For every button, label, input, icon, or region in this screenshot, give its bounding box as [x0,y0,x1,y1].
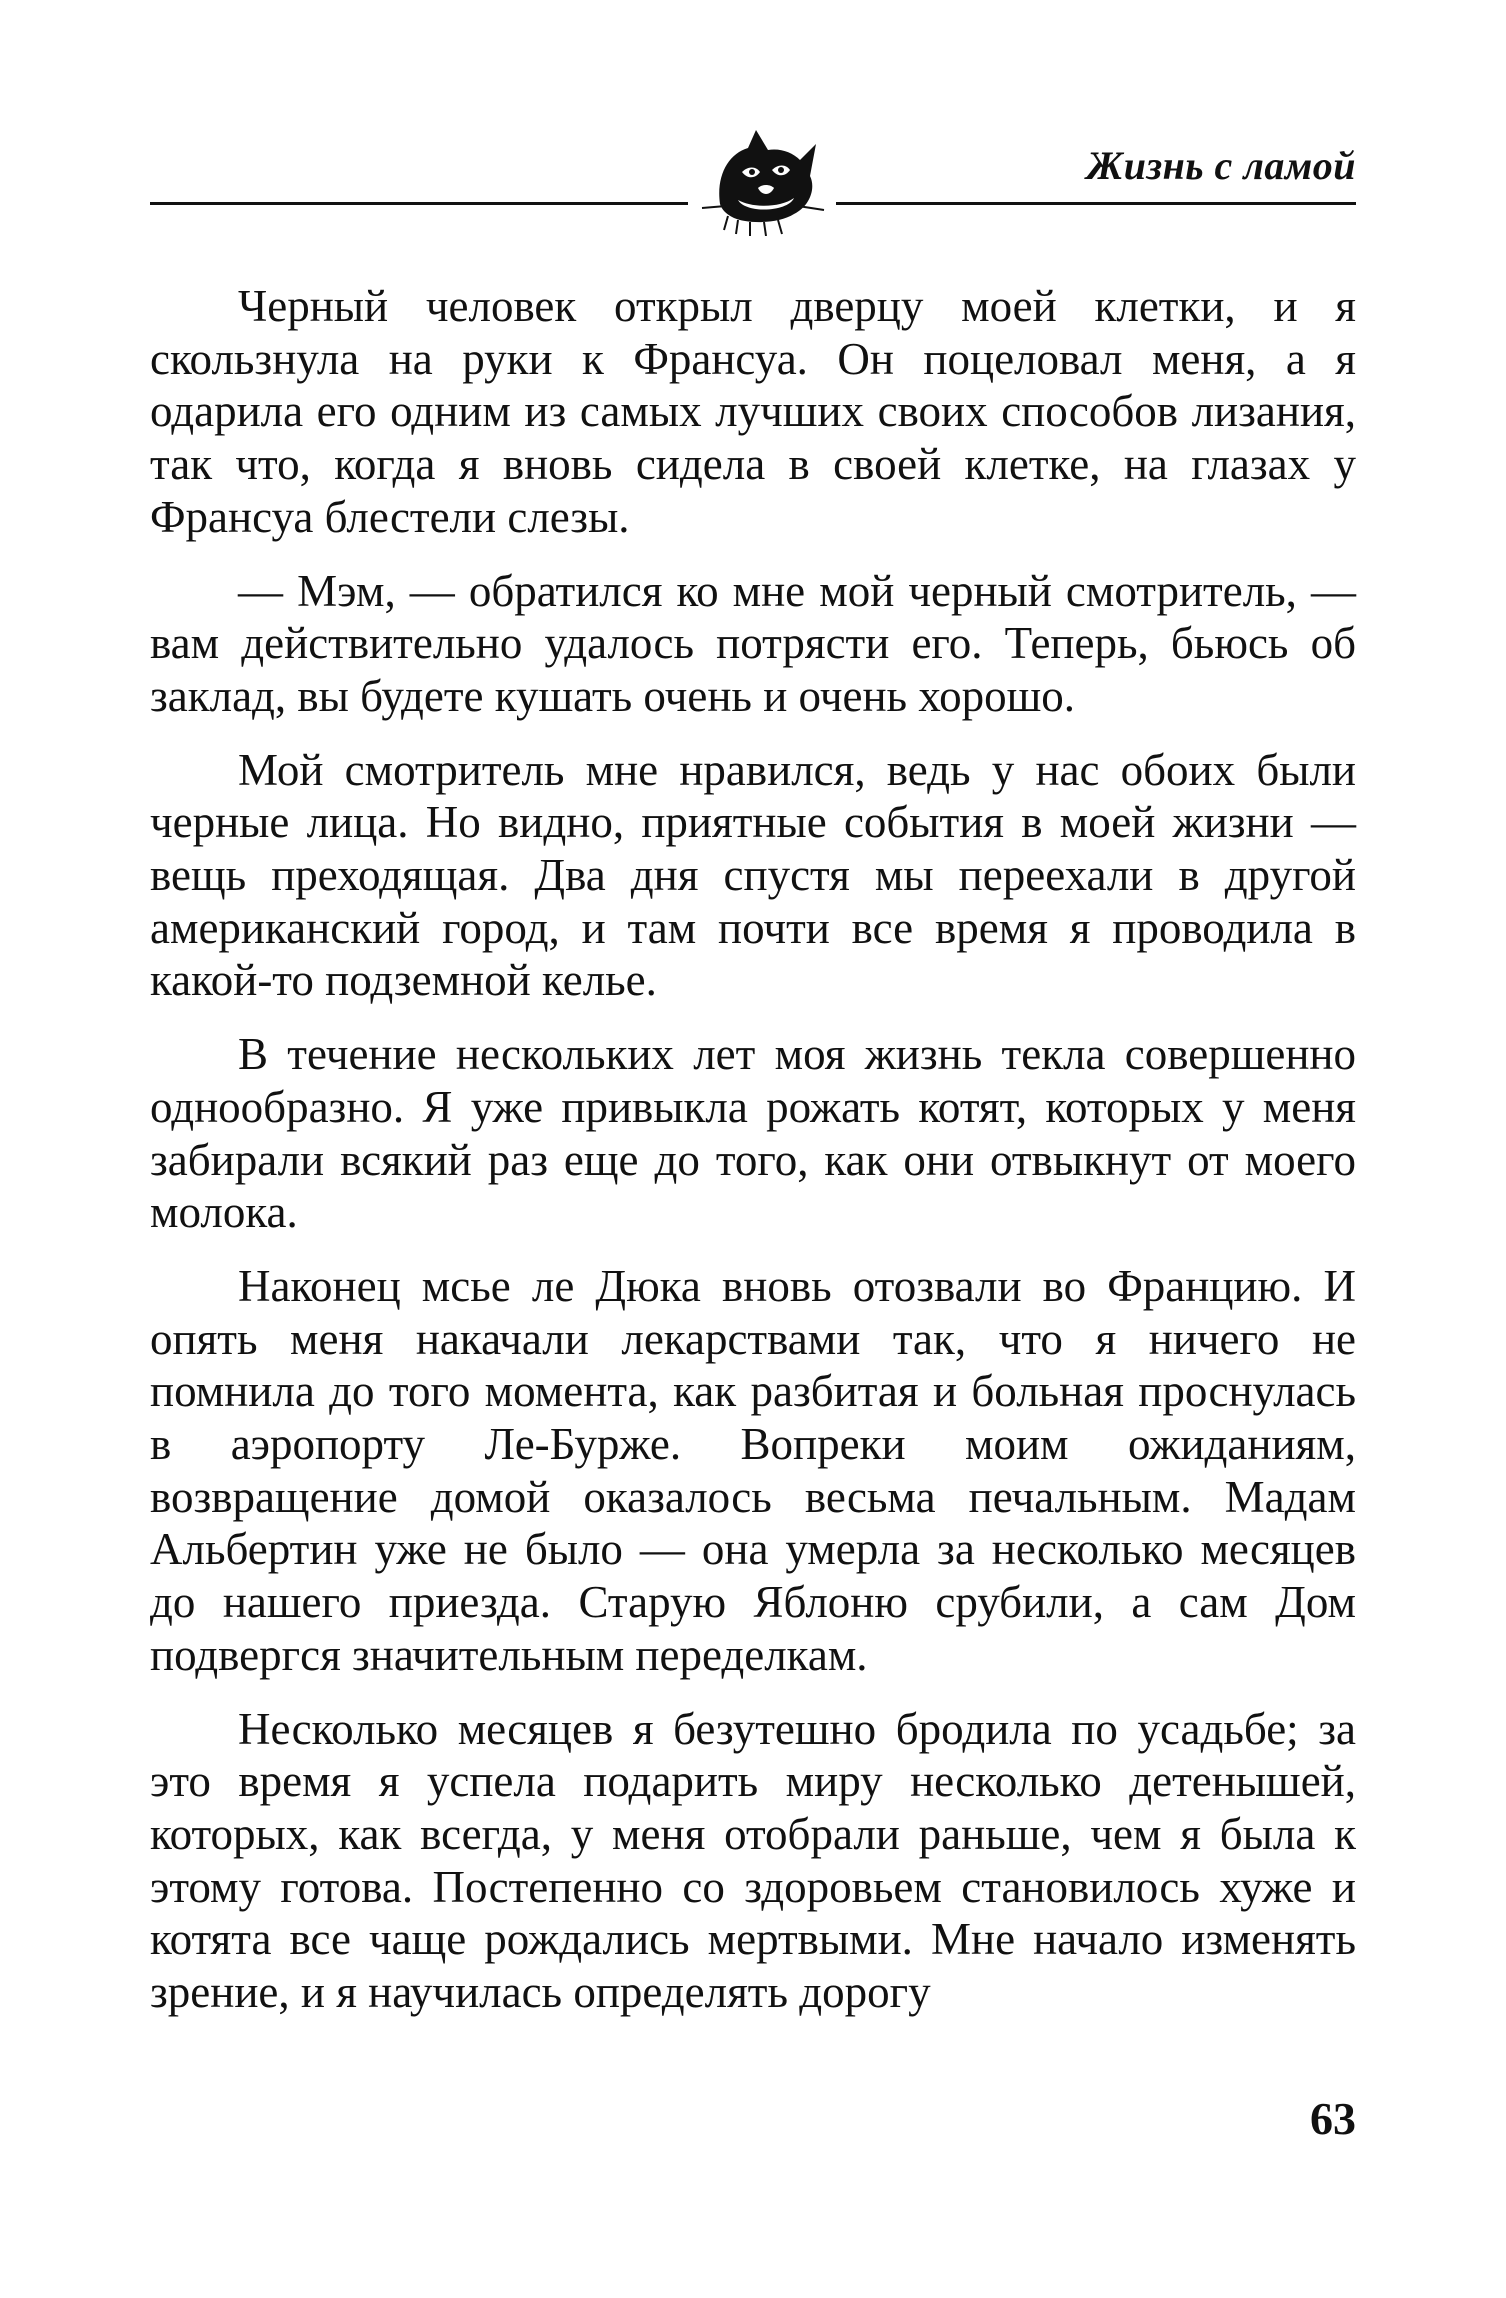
running-title: Жизнь с ламой [1086,143,1356,188]
paragraph-5: Наконец мсье ле Дюка вновь отозвали во Францию. И опять меня накачали лекарствами так, что я ничего не помнила до того момента, как разбитая и больная проснулась в аэропорту Ле-Бурже. Вопреки моим ожиданиям, возвращение домой оказалось весьма печальным. Мадам Альбертин уже не было — она умерла за несколько месяцев до нашего приезда. Старую Яблоню срубили, а сам Дом подвергся значительным переделкам. [150,1260,1356,1680]
running-header [150,118,1356,228]
header-rule-left [150,202,688,205]
paragraph-2: — Мэм, — обратился ко мне мой черный смотритель, — вам действительно удалось потрясти его. Теперь, бьюсь об заклад, вы будете кушать очень и очень хорошо. [150,565,1356,721]
page-number: 63 [1310,2093,1356,2144]
paragraph-1: Черный человек открыл дверцу моей клетки, и я скользнула на руки к Франсуа. Он поцеловал меня, а я одарила его одним из самых лучших своих способов лизания, так что, когда я вновь сидела в своей клетке, на глазах у Франсуа блестели слезы. [150,281,1356,542]
body-text [150,280,1356,2040]
paragraph-6: Несколько месяцев я безутешно бродила по усадьбе; за это время я успела подарить миру несколько детенышей, которых, как всегда, у меня отобрали раньше, чем я была к этому готова. Постепенно со здоровьем становилось хуже и котята все чаще рождались мертвыми. Мне начало изменять зрение, и я научилась определять дорогу [150,1703,1356,2018]
header-rule-right [836,202,1356,205]
paragraph-3: Мой смотритель мне нравился, ведь у нас обоих были черные лица. Но видно, приятные события в моей жизни — вещь преходящая. Два дня спустя мы переехали в другой американский город, и там почти все время я проводила в какой-то подземной келье. [150,744,1356,1006]
paragraph-4: В течение нескольких лет моя жизнь текла совершенно однообразно. Я уже привыкла рожать котят, которых у меня забирали всякий раз еще до того, как они отвыкнут от моего молока. [150,1029,1356,1238]
cat-head-icon [698,126,828,236]
